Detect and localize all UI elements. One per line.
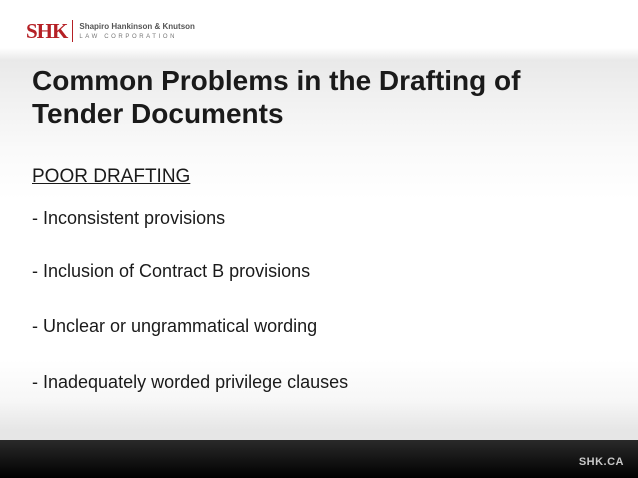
footer-website: SHK.CA — [578, 456, 624, 468]
logo-divider — [72, 20, 73, 42]
firm-logo — [26, 20, 195, 42]
slide-content — [32, 165, 592, 392]
footer-bar — [0, 440, 638, 478]
logo-text — [79, 23, 195, 40]
section-subheading: POOR DRAFTING — [32, 166, 191, 187]
bullet-item: - Unclear or ungrammatical wording — [32, 316, 318, 336]
bullet-item: - Inconsistent provisions — [32, 208, 226, 228]
logo-firm-name: Shapiro Hankinson & Knutson — [79, 21, 195, 31]
bullet-item: - Inclusion of Contract B provisions — [32, 261, 311, 281]
logo-subtitle: LAW CORPORATION — [79, 33, 178, 40]
logo-mark: SHK — [26, 18, 68, 43]
bullet-item: - Inadequately worded privilege clauses — [32, 372, 349, 392]
slide-title: Common Problems in the Drafting of Tender Documents — [32, 65, 521, 129]
